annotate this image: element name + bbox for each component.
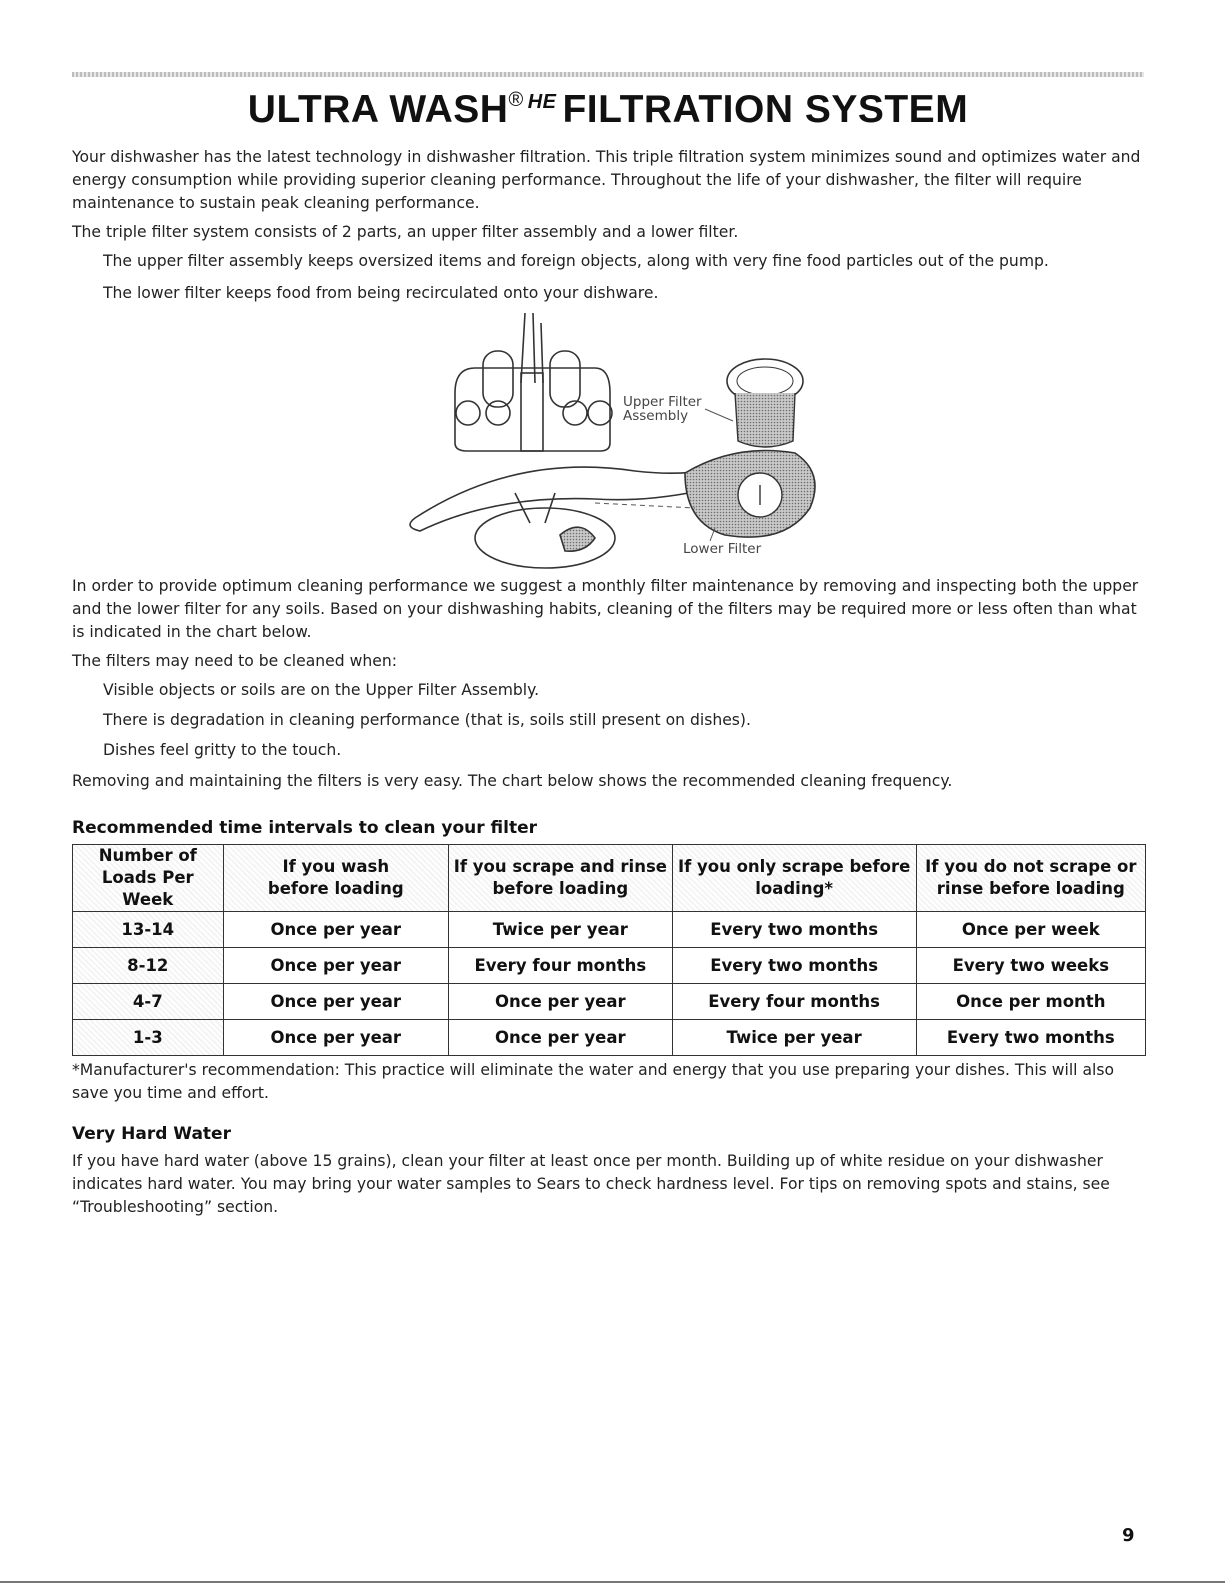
intro-paragraph: Your dishwasher has the latest technology in dishwasher filtration. This triple filtration system minimizes sound and optimizes water and energy consumption while providing superior cleaning performance. Throughout the life of your dishwasher, the filter will require maintenance to sustain peak cleaning performance. (72, 148, 1141, 212)
lower-filter-part (685, 451, 815, 538)
loads-per-week-cell: 8-12 (73, 948, 224, 984)
condition-item: There is degradation in cleaning performance (that is, soils still present on dishes). (103, 711, 751, 729)
page-title (72, 88, 1144, 132)
loads-per-week-cell: 13-14 (73, 912, 224, 948)
column-header: Number of Loads Per Week (73, 845, 224, 912)
bottom-rule (0, 1581, 1225, 1583)
table-row (73, 948, 1146, 984)
hard-water-paragraph: If you have hard water (above 15 grains), clean your filter at least once per month. Building up of white residue on your dishwasher indicates hard water. You may bring your water samples to Sears to check hardness level. For tips on removing spots and stains, see “Troubleshooting” section. (72, 1152, 1110, 1216)
removing-paragraph: Removing and maintaining the filters is very easy. The chart below shows the recommended cleaning frequency. (72, 772, 953, 790)
he-mark: HE (527, 91, 557, 113)
filter-diagram (395, 313, 825, 575)
table-cell: Every two months (672, 948, 916, 984)
table-row (73, 1020, 1146, 1056)
column-header: If you only scrape before loading* (672, 845, 916, 912)
upper-filter-label-line1: Upper Filter (623, 394, 702, 410)
column-header: If you do not scrape or rinse before loading (916, 845, 1145, 912)
table-cell: Once per year (223, 1020, 448, 1056)
title-main: ULTRA WASH (247, 88, 509, 131)
table-cell: Every two months (916, 1020, 1145, 1056)
clean-when-text: The filters may need to be cleaned when: (72, 652, 397, 670)
loads-per-week-cell: 1-3 (73, 1020, 224, 1056)
table-cell: Every two weeks (916, 948, 1145, 984)
table-heading: Recommended time intervals to clean your filter (72, 818, 538, 838)
column-header: If you scrape and rinse before loading (449, 845, 673, 912)
hard-water-heading: Very Hard Water (72, 1124, 231, 1144)
top-rule (72, 72, 1144, 77)
registered-mark: ® (508, 89, 524, 111)
table-cell: Once per week (916, 912, 1145, 948)
footnote: *Manufacturer's recommendation: This practice will eliminate the water and energy that you use preparing your dishes. This will also save you time and effort. (72, 1061, 1115, 1102)
table-cell: Once per year (223, 984, 448, 1020)
table-cell: Twice per year (672, 1020, 916, 1056)
part-upper-description: The upper filter assembly keeps oversized items and foreign objects, along with very fine food particles out of the pump. (103, 252, 1049, 270)
loads-per-week-cell: 4-7 (73, 984, 224, 1020)
table-cell: Once per year (449, 1020, 673, 1056)
table-cell: Once per month (916, 984, 1145, 1020)
condition-item: Dishes feel gritty to the touch. (103, 741, 342, 759)
table-cell: Every four months (672, 984, 916, 1020)
table-row (73, 984, 1146, 1020)
condition-item: Visible objects or soils are on the Upper Filter Assembly. (103, 681, 540, 699)
upper-filter-part (727, 359, 803, 447)
part-lower-description: The lower filter keeps food from being recirculated onto your dishware. (103, 284, 659, 302)
page-number: 9 (1122, 1525, 1135, 1546)
table-cell: Every two months (672, 912, 916, 948)
table-cell: Once per year (223, 948, 448, 984)
maintenance-paragraph: In order to provide optimum cleaning performance we suggest a monthly filter maintenance by removing and inspecting both the upper and the lower filter for any soils. Based on your dishwashing habits, cleaning of the filters may be required more or less often than what is indicated in the chart below. (72, 577, 1139, 641)
table-row (73, 912, 1146, 948)
table-header-row (73, 845, 1146, 912)
spray-arm-assembly (410, 313, 738, 568)
table-cell: Once per year (223, 912, 448, 948)
parts-intro: The triple filter system consists of 2 parts, an upper filter assembly and a lower filter. (72, 223, 739, 241)
table-cell: Once per year (449, 984, 673, 1020)
lower-filter-label: Lower Filter (683, 541, 762, 557)
cleaning-frequency-table (72, 844, 1146, 1056)
upper-filter-label-line2: Assembly (623, 408, 689, 424)
column-header: If you wash before loading (223, 845, 448, 912)
table-cell: Twice per year (449, 912, 673, 948)
title-rest: FILTRATION SYSTEM (562, 88, 969, 131)
table-cell: Every four months (449, 948, 673, 984)
